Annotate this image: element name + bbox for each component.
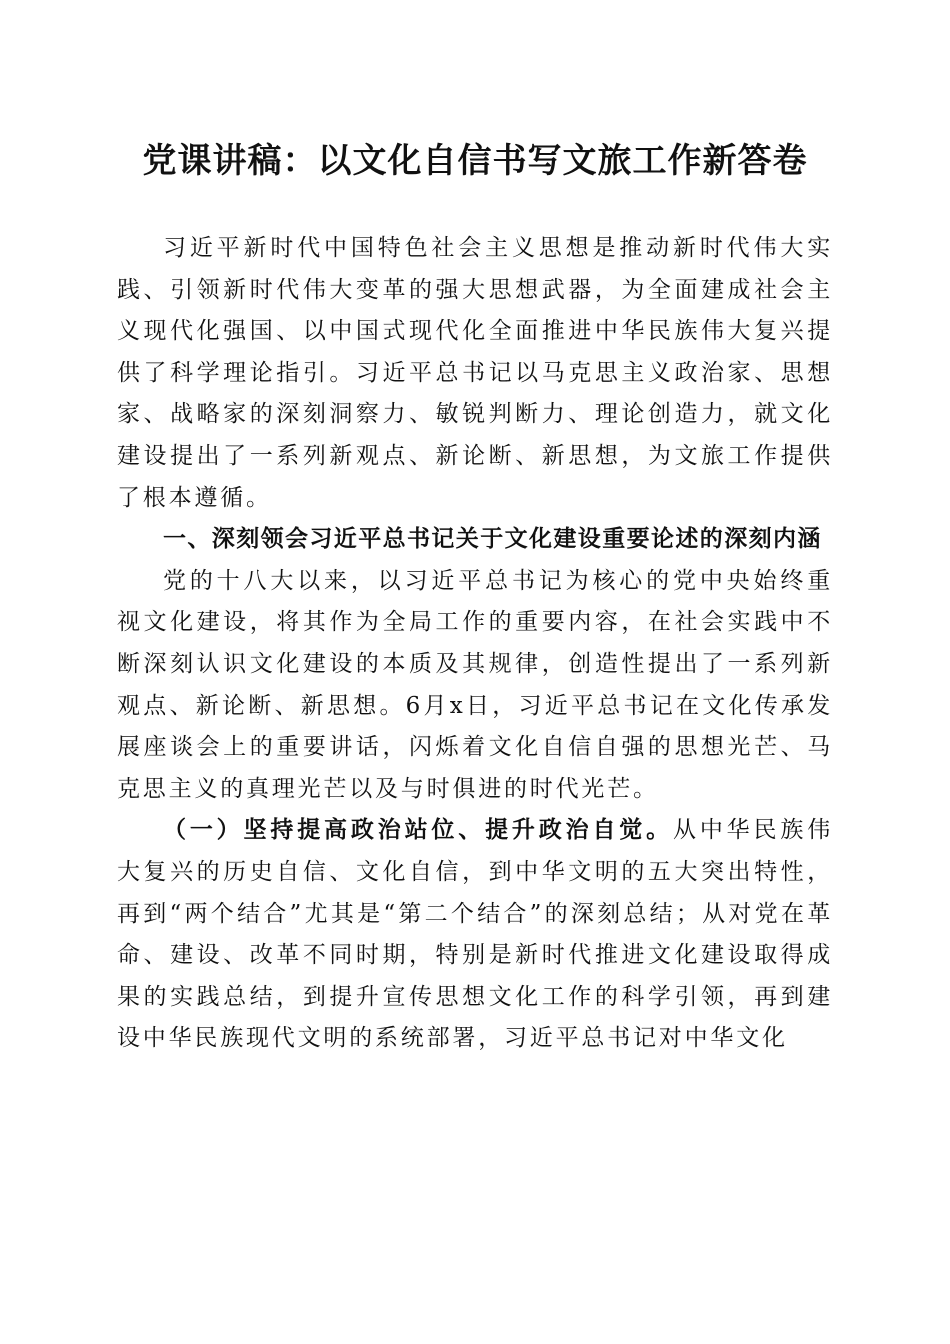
section-1-paragraph: 党的十八大以来，以习近平总书记为核心的党中央始终重视文化建设，将其作为全局工作的重要内容，在社会实践中不断深刻认识文化建设的本质及其规律，创造性提出了一系列新观点、新论断、新思想。6月x日，习近平总书记在文化传承发展座谈会上的重要讲话，闪烁着文化自信自强的思想光芒、马克思主义的真理光芒以及与时俱进的时代光芒。: [117, 567, 833, 802]
intro-paragraph: 习近平新时代中国特色社会主义思想是推动新时代伟大实践、引领新时代伟大变革的强大思想武器，为全面建成社会主义现代化强国、以中国式现代化全面推进中华民族伟大复兴提供了科学理论指引。习近平总书记以马克思主义政治家、思想家、战略家的深刻洞察力、敏锐判断力、理论创造力，就文化建设提出了一系列新观点、新论断、新思想，为文旅工作提供了根本遵循。: [117, 235, 833, 511]
subsection-1-paragraph: [117, 810, 833, 1060]
subsection-1-text: 从中华民族伟大复兴的历史自信、文化自信，到中华文明的五大突出特性，再到“两个结合”尤其是“第二个结合”的深刻总结；从对党在革命、建设、改革不同时期，特别是新时代推进文化建设取得成果的实践总结，到提升宣传思想文化工作的科学引领，再到建设中华民族现代文明的系统部署，习近平总书记对中华文化: [117, 817, 833, 1052]
document-title: 党课讲稿：以文化自信书写文旅工作新答卷: [142, 141, 808, 181]
subsection-1-lead: （一）坚持提高政治站位、提升政治自觉。: [163, 817, 673, 844]
section-heading-1: 一、深刻领会习近平总书记关于文化建设重要论述的深刻内涵: [163, 526, 822, 553]
document-body: [117, 228, 833, 1060]
